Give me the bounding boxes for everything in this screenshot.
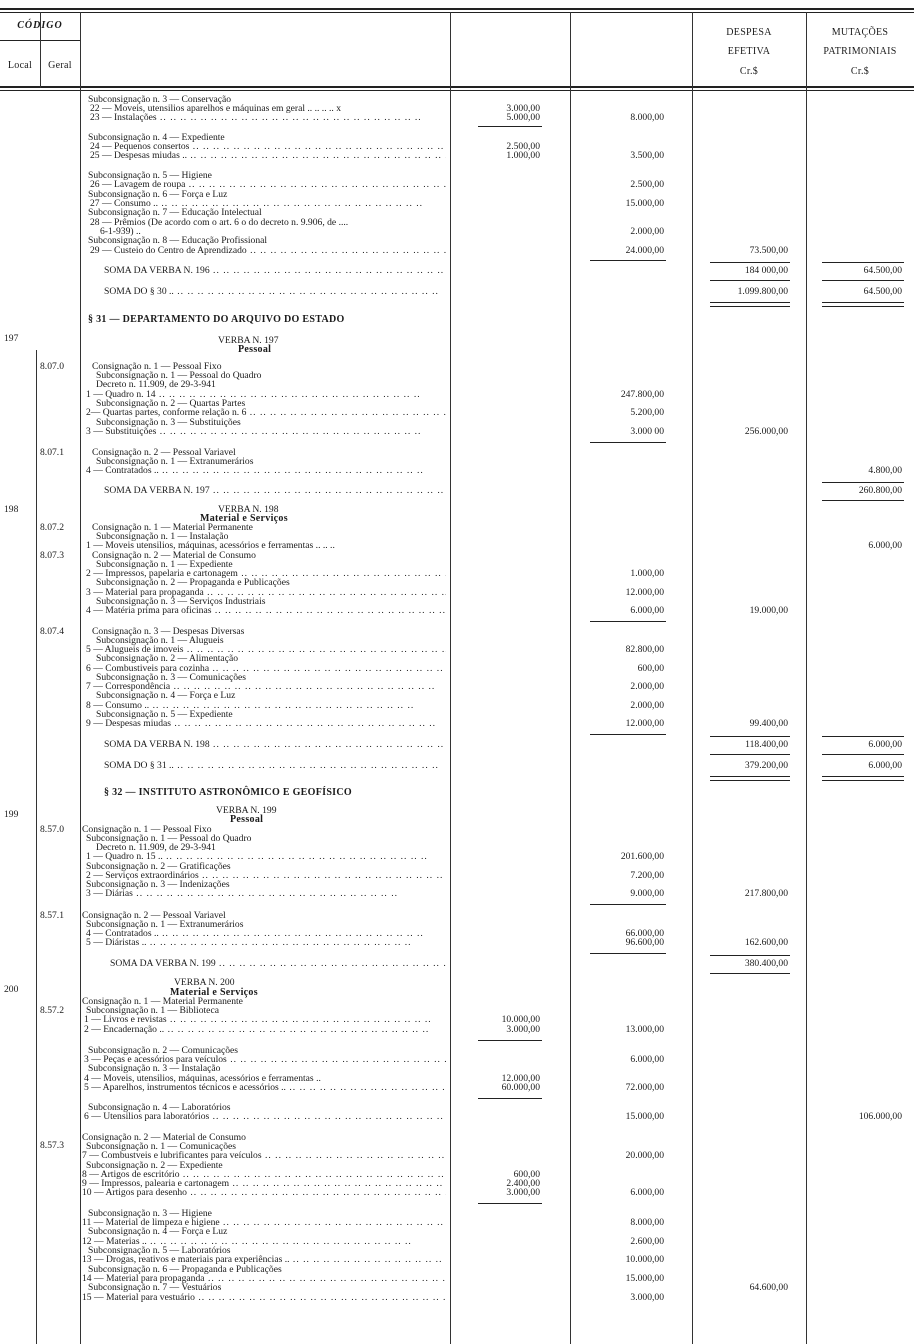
amount-c2: 3.000,00 <box>630 1292 664 1303</box>
subtotal-rule <box>590 953 666 954</box>
amount-c2: 15.000,00 <box>625 198 664 209</box>
line-label: VERBA N. 198 <box>218 504 279 515</box>
line-label: Subconsignação n. 2 — Alimentação <box>96 653 239 664</box>
amount-c3: 380.400,00 <box>744 958 788 969</box>
total-rule <box>710 776 790 777</box>
dot-leader <box>209 1112 446 1122</box>
header-geral: Geral <box>48 60 72 71</box>
line-label: 27 — Consumo .. .. .. <box>90 199 446 209</box>
line-label: SOMA DA VERBA N. 199 .. .. <box>110 959 446 969</box>
subtotal-rule <box>590 442 666 443</box>
line-label: 4 — Matéria prima para oficinas .. .. <box>86 606 446 616</box>
amount-c2: 201.600,00 <box>620 851 664 862</box>
amount-c1: 2.400,00 <box>506 1178 540 1189</box>
geral-code: 8.07.1 <box>40 447 64 458</box>
dot-leader <box>133 889 398 899</box>
geral-code: 8.57.2 <box>40 1005 64 1016</box>
amount-c3: 73.500,00 <box>749 245 788 256</box>
header-despesa-unit: Cr.$ <box>739 66 759 77</box>
line-label: Subconsignação n. 3 — Higiene <box>88 1208 212 1219</box>
line-label: 1 — Quadro n. 15 .. .. .. <box>86 852 446 862</box>
line-label: Subconsignação n. 1 — Expediente <box>96 559 233 570</box>
line-label: 8 — Consumo .. .. .. <box>86 701 446 711</box>
amount-c2: 12.000,00 <box>625 587 664 598</box>
line-label: 4 — Moveis, utensilios, máquinas, acessórios e ferramentas .. <box>84 1073 321 1084</box>
amount-c2: 2.000,00 <box>630 681 664 692</box>
dot-leader <box>195 1293 446 1303</box>
line-label: Decreto n. 11.909, de 29-3-941 <box>96 842 216 853</box>
header-codigo: CÓDIGO <box>17 20 63 31</box>
total-rule <box>822 306 904 307</box>
col-divider-left-geral <box>36 350 37 1344</box>
line-label: 2 — Encadernação .. .. .. <box>84 1025 446 1035</box>
dot-leader <box>199 871 446 881</box>
line-label: SOMA DA VERBA N. 197 .. .. <box>104 486 446 496</box>
amount-c2: 3.500,00 <box>630 150 664 161</box>
subtotal-rule <box>478 1098 542 1099</box>
header-mutacoes-unit: Cr.$ <box>850 66 870 77</box>
header-local: Local <box>7 60 33 71</box>
line-label: 3 — Diárias .. .. <box>86 889 446 899</box>
amount-c2: 9.000,00 <box>630 888 664 899</box>
amount-c1: 5.000,00 <box>506 112 540 123</box>
line-label: Subconsignação n. 2 — Expediente <box>86 1160 223 1171</box>
line-label: 4 — Contratados .. .. .. <box>86 466 446 476</box>
line-label: 24 — Pequenos consertos .. .. <box>90 142 446 152</box>
subtotal-rule <box>590 734 666 735</box>
amount-c2: 2.500,00 <box>630 179 664 190</box>
amount-c3: 162.600,00 <box>744 937 788 948</box>
amount-c2: 66.000,00 <box>625 928 664 939</box>
line-label: § 31 — DEPARTAMENTO DO ARQUIVO DO ESTADO <box>88 314 345 325</box>
header-bottom-rule-2 <box>0 90 914 91</box>
col-divider-geral <box>80 12 81 1344</box>
line-label: 1 — Quadro n. 14 .. .. <box>86 390 446 400</box>
local-code: 200 <box>4 984 19 995</box>
amount-c4: 64.500,00 <box>863 286 902 297</box>
header-patrimoniais: PATRIMONIAIS <box>823 46 897 57</box>
line-label: Material e Serviços <box>200 513 288 524</box>
col-divider-c4 <box>806 12 807 1344</box>
geral-code: 8.07.2 <box>40 522 64 533</box>
line-label: 2 — Impressos, papelaria e cartonagem .. .. <box>86 569 446 579</box>
line-label: 1 — Livros e revistas .. .. <box>84 1015 446 1025</box>
amount-c3: 1.099.800,00 <box>737 286 788 297</box>
line-label: 6 — Utensilios para laboratórios .. .. <box>84 1112 446 1122</box>
amount-c2: 72.000,00 <box>625 1082 664 1093</box>
line-label: Consignação n. 2 — Pessoal Variavel <box>92 447 236 458</box>
total-rule <box>710 262 790 263</box>
line-label: 26 — Lavagem de roupa .. .. <box>90 180 446 190</box>
geral-code: 8.57.3 <box>40 1140 64 1151</box>
dot-leader <box>210 740 446 750</box>
dot-leader <box>156 427 421 437</box>
col-divider-c1 <box>450 12 451 1344</box>
amount-c3: 256.000,00 <box>744 426 788 437</box>
line-label: 7 — Correspondência .. .. <box>86 682 446 692</box>
amount-c1: 1.000,00 <box>506 150 540 161</box>
amount-c4: 4.800,00 <box>868 465 902 476</box>
dot-leader <box>211 606 446 616</box>
line-label: 6-1-939) .. <box>100 226 141 237</box>
line-label: Subconsignação n. 3 — Indenizações <box>86 879 230 890</box>
amount-c2: 10.000,00 <box>625 1254 664 1265</box>
line-label: Subconsignação n. 5 — Higiene <box>88 170 212 181</box>
line-label: Subconsignação n. 2 — Quartas Partes <box>96 398 246 409</box>
total-rule <box>710 955 790 956</box>
subtotal-rule <box>590 621 666 622</box>
line-label: 10 — Artigos para desenho .. .. <box>82 1188 446 1198</box>
amount-c2: 247.800,00 <box>620 389 664 400</box>
line-label: 3 — Peças e acessórios para veículos .. .. <box>84 1055 446 1065</box>
dot-leader <box>262 1151 446 1161</box>
total-rule <box>822 482 904 483</box>
line-label: 9 — Impressos, palearia e cartonagem .. .. <box>82 1179 446 1189</box>
line-label: 5 — Alugueis de imoveis .. .. <box>86 645 446 655</box>
line-label: Pessoal <box>238 344 272 355</box>
dot-leader <box>290 1255 446 1265</box>
amount-c1: 10.000,00 <box>501 1014 540 1025</box>
line-label: Subconsignação n. 4 — Laboratórios <box>88 1102 231 1113</box>
geral-code: 8.57.1 <box>40 910 64 921</box>
line-label: 6 — Combustiveis para cozinha .. .. <box>86 664 446 674</box>
line-label: Subconsignação n. 7 — Vestuários <box>88 1282 222 1293</box>
line-label: Subconsignação n. 3 — Conservação <box>88 94 232 105</box>
line-label: Subconsignação n. 1 — Alugueis <box>96 635 224 646</box>
amount-c3: 19.000,00 <box>749 605 788 616</box>
line-label: 8 — Artigos de escritório .. .. <box>82 1170 446 1180</box>
total-rule <box>822 280 904 281</box>
line-label: Subconsignação n. 8 — Educação Profissional <box>88 235 268 246</box>
total-rule <box>710 754 790 755</box>
line-label: Consignação n. 3 — Despesas Diversas <box>92 626 245 637</box>
total-rule <box>822 776 904 777</box>
amount-c2: 8.000,00 <box>630 112 664 123</box>
header-despesa: DESPESA <box>726 27 772 38</box>
line-label: SOMA DA VERBA N. 198 .. .. <box>104 740 446 750</box>
amount-c2: 12.000,00 <box>625 718 664 729</box>
total-rule <box>710 973 790 974</box>
line-label: 22 — Moveis, utensilios aparelhos e máquinas em geral .. .. .. .. x <box>90 103 341 114</box>
line-label: Subconsignação n. 5 — Laboratórios <box>88 1245 231 1256</box>
amount-c2: 6.000,00 <box>630 1187 664 1198</box>
dot-leader <box>167 1015 432 1025</box>
line-label: 3 — Material para propaganda .. .. <box>86 588 446 598</box>
header-efetiva: EFETIVA <box>727 46 771 57</box>
dot-leader <box>227 1055 446 1065</box>
amount-c2: 6.000,00 <box>630 1054 664 1065</box>
subtotal-rule <box>590 260 666 261</box>
line-label: Subconsignação n. 3 — Comunicações <box>96 672 247 683</box>
amount-c2: 5.200,00 <box>630 407 664 418</box>
amount-c2: 3.000 00 <box>630 426 664 437</box>
line-label: Subconsignação n. 1 — Extranumerários <box>96 456 254 467</box>
line-label: Subconsignação n. 4 — Força e Luz <box>88 1226 228 1237</box>
amount-c2: 2.000,00 <box>630 226 664 237</box>
amount-c3: 184 000,00 <box>744 265 788 276</box>
line-label: 5 — Diáristas .. .. .. <box>86 938 446 948</box>
amount-c3: 118.400,00 <box>745 739 788 750</box>
dot-leader <box>157 113 422 123</box>
line-label: 25 — Despesas miudas .. .. .. <box>90 151 446 161</box>
line-label: 9 — Despesas miudas .. .. <box>86 719 446 729</box>
dot-leader <box>210 266 446 276</box>
total-rule <box>710 280 790 281</box>
col-divider-c2 <box>570 12 571 1344</box>
amount-c2: 13.000,00 <box>625 1024 664 1035</box>
line-label: Subconsignação n. 1 — Instalação <box>96 531 229 542</box>
dot-leader <box>187 151 446 161</box>
line-label: Subconsignação n. 1 — Extranumerários <box>86 919 244 930</box>
geral-code: 8.07.4 <box>40 626 64 637</box>
line-label: Subconsignação n. 3 — Serviços Industriais <box>96 596 266 607</box>
amount-c1: 3.000,00 <box>506 1024 540 1035</box>
subtotal-rule <box>478 1203 542 1204</box>
line-label: § 32 — INSTITUTO ASTRONÔMICO E GEOFÍSICO <box>104 787 352 798</box>
geral-code: 8.57.0 <box>40 824 64 835</box>
subtotal-rule <box>590 904 666 905</box>
line-label: 11 — Material de limpeza e higiene .. .. <box>82 1218 446 1228</box>
amount-c2: 6.000,00 <box>630 605 664 616</box>
line-label: Subconsignação n. 1 — Pessoal do Quadro <box>86 833 252 844</box>
line-label: 12 — Materias .. .. .. <box>82 1237 446 1247</box>
line-label: 4 — Contratados .. .. .. <box>86 929 446 939</box>
line-label: Subconsignação n. 6 — Propaganda e Publicações <box>88 1264 282 1275</box>
amount-c1: 3.000,00 <box>506 1187 540 1198</box>
line-label: VERBA N. 199 <box>216 805 277 816</box>
amount-c4: 106.000,00 <box>858 1111 902 1122</box>
amount-c3: 99.400,00 <box>749 718 788 729</box>
line-label: 28 — Prêmios (De acordo com o art. 6 o do decreto n. 9.906, de .... <box>90 217 349 228</box>
amount-c2: 1.000,00 <box>630 568 664 579</box>
line-label: Subconsignação n. 7 — Educação Intelectual <box>88 207 262 218</box>
col-divider-c3 <box>692 12 693 1344</box>
subtotal-rule <box>478 1040 542 1041</box>
dot-leader <box>174 761 439 771</box>
line-label: Subconsignação n. 4 — Expediente <box>88 132 225 143</box>
line-label: Subconsignação n. 1 — Comunicações <box>86 1141 237 1152</box>
line-label: Subconsignação n. 2 — Gratificações <box>86 861 231 872</box>
line-label: 3 — Substituições .. .. <box>86 427 446 437</box>
top-rule-1 <box>0 8 914 10</box>
line-label: VERBA N. 197 <box>218 335 279 346</box>
dot-leader <box>164 1025 429 1035</box>
total-rule <box>822 262 904 263</box>
header-bottom-rule <box>0 86 914 88</box>
line-label: 13 — Drogas, reativos e materiais para experiências .. .. .. <box>82 1255 446 1265</box>
total-rule <box>710 736 790 737</box>
dot-leader <box>171 719 436 729</box>
geral-code: 8.07.3 <box>40 550 64 561</box>
amount-c1: 2.500,00 <box>506 141 540 152</box>
line-label: Consignação n. 1 — Pessoal Fixo <box>82 824 212 835</box>
line-label: Consignação n. 1 — Material Permanente <box>82 996 243 1007</box>
dot-leader <box>246 408 446 418</box>
header-mutacoes: MUTAÇÕES <box>831 27 889 38</box>
amount-c2: 600,00 <box>637 663 664 674</box>
total-rule <box>822 736 904 737</box>
local-code: 199 <box>4 809 19 820</box>
amount-c2: 20.000,00 <box>625 1150 664 1161</box>
line-label: Material e Serviços <box>170 987 258 998</box>
amount-c3: 379.200,00 <box>744 760 788 771</box>
line-label: 1 — Moveis utensilios, máquinas, acessórios e ferramentas .. .. .. <box>86 540 335 551</box>
line-label: 2 — Serviços extraordinários .. .. <box>86 871 446 881</box>
line-label: 23 — Instalações .. .. <box>90 113 446 123</box>
amount-c4: 6.000,00 <box>868 540 902 551</box>
amount-c2: 2.600,00 <box>630 1236 664 1247</box>
amount-c2: 7.200,00 <box>630 870 664 881</box>
line-label: SOMA DA VERBA N. 196 .. .. <box>104 266 446 276</box>
dot-leader <box>159 466 424 476</box>
dot-leader <box>187 1188 446 1198</box>
line-label: 14 — Material para propaganda .. .. <box>82 1274 446 1284</box>
line-label: Consignação n. 1 — Pessoal Fixo <box>92 361 222 372</box>
amount-c2: 24.000,00 <box>625 245 664 256</box>
line-label: Consignação n. 2 — Material de Consumo <box>92 550 256 561</box>
dot-leader <box>210 486 446 496</box>
dot-leader <box>216 959 446 969</box>
dot-leader <box>247 246 446 256</box>
amount-c1: 60.000,00 <box>501 1082 540 1093</box>
total-rule <box>710 780 790 781</box>
line-label: 7 — Combustveis e lubrificantes para veículos .. .. <box>82 1151 446 1161</box>
amount-c3: 64.600,00 <box>749 1282 788 1293</box>
dot-leader <box>205 1274 446 1284</box>
amount-c2: 2.000,00 <box>630 700 664 711</box>
line-label: Subconsignação n. 3 — Substituições <box>96 417 241 428</box>
line-label: 15 — Material para vestuário .. .. <box>82 1293 446 1303</box>
amount-c3: 217.800,00 <box>744 888 788 899</box>
line-label: Subconsignação n. 6 — Força e Luz <box>88 189 228 200</box>
line-label: SOMA DO § 30 .. .. .. <box>104 287 446 297</box>
dot-leader <box>220 1218 446 1228</box>
line-label: Subconsignação n. 1 — Biblioteca <box>86 1005 219 1016</box>
line-label: Subconsignação n. 4 — Força e Luz <box>96 690 236 701</box>
subtotal-rule <box>478 126 542 127</box>
geral-code: 8.07.0 <box>40 361 64 372</box>
line-label: 2— Quartas partes, conforme relação n. 6 .. .. <box>86 408 446 418</box>
total-rule <box>822 780 904 781</box>
line-label: Subconsignação n. 2 — Comunicações <box>88 1045 239 1056</box>
total-rule <box>710 306 790 307</box>
line-label: Subconsignação n. 2 — Propaganda e Publicações <box>96 577 290 588</box>
line-label: Decreto n. 11.909, de 29-3-941 <box>96 379 216 390</box>
dot-leader <box>174 287 439 297</box>
amount-c1: 3.000,00 <box>506 103 540 114</box>
amount-c2: 8.000,00 <box>630 1217 664 1228</box>
amount-c4: 64.500,00 <box>863 265 902 276</box>
line-label: Consignação n. 2 — Material de Consumo <box>82 1132 246 1143</box>
amount-c4: 6.000,00 <box>868 760 902 771</box>
amount-c2: 15.000,00 <box>625 1111 664 1122</box>
dot-leader <box>147 938 412 948</box>
amount-c4: 6.000,00 <box>868 739 902 750</box>
dot-leader <box>286 1083 446 1093</box>
line-label: Subconsignação n. 1 — Pessoal do Quadro <box>96 370 262 381</box>
line-label: SOMA DO § 31 .. .. .. <box>104 761 446 771</box>
line-label: Subconsignação n. 3 — Instalação <box>88 1063 221 1074</box>
amount-c2: 82.800,00 <box>625 644 664 655</box>
total-rule <box>822 302 904 303</box>
total-rule <box>710 302 790 303</box>
line-label: 5 — Aparelhos, instrumentos técnicos e acessórios .. .. .. <box>84 1083 446 1093</box>
amount-c2: 15.000,00 <box>625 1273 664 1284</box>
line-label: VERBA N. 200 <box>174 977 235 988</box>
line-label: Consignação n. 1 — Material Permanente <box>92 522 253 533</box>
total-rule <box>822 500 904 501</box>
line-label: Pessoal <box>230 814 264 825</box>
local-code: 198 <box>4 504 19 515</box>
total-rule <box>822 754 904 755</box>
top-rule-2 <box>0 12 914 13</box>
local-code: 197 <box>4 333 19 344</box>
amount-c1: 12.000,00 <box>501 1073 540 1084</box>
line-label: 29 — Custeio do Centro de Aprendizado .. .. <box>90 246 446 256</box>
amount-c4: 260.800,00 <box>858 485 902 496</box>
amount-c1: 600,00 <box>513 1169 540 1180</box>
amount-c2: 96.600,00 <box>625 937 664 948</box>
line-label: Subconsignação n. 5 — Expediente <box>96 709 233 720</box>
line-label: Consignação n. 2 — Pessoal Variavel <box>82 910 226 921</box>
